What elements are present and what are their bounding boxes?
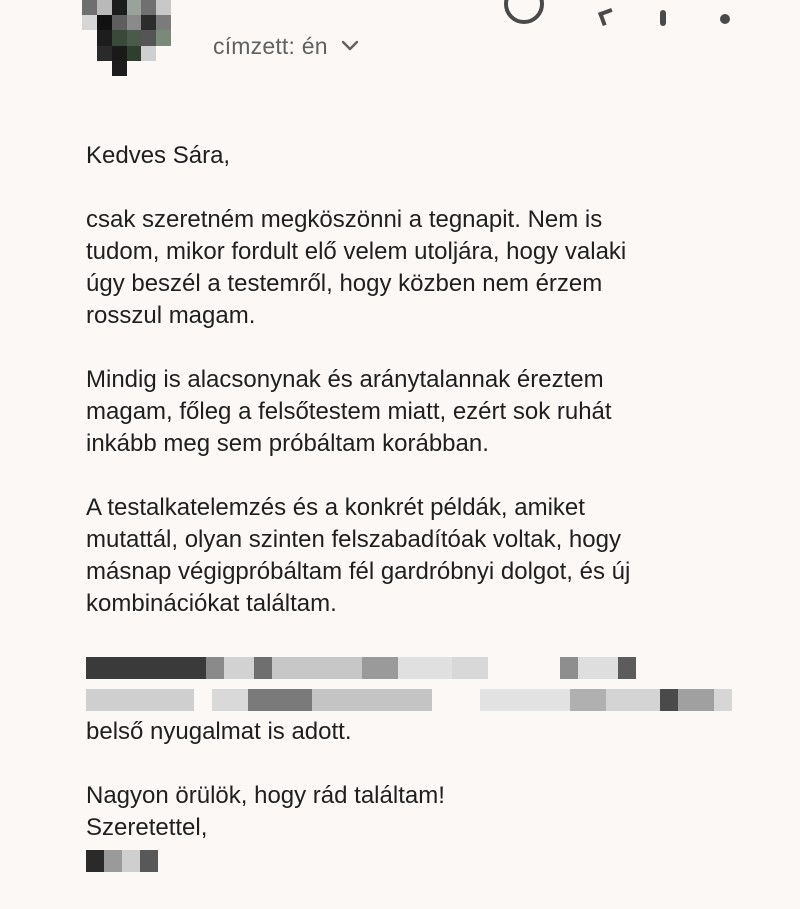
recipient-label: címzett: én xyxy=(213,32,328,59)
greeting: Kedves Sára, xyxy=(86,142,231,169)
paragraph-2: Mindig is alacsonynak és aránytalannak éreztem magam, főleg a felsőtestem miatt, ezért sok ruhát inkább meg sem próbáltam korábban. xyxy=(86,366,612,457)
header-actions xyxy=(504,0,744,36)
message-header xyxy=(0,0,800,90)
redacted-signature xyxy=(86,844,766,876)
emoji-icon[interactable] xyxy=(504,0,544,24)
paragraph-4: belső nyugalmat is adott. xyxy=(86,652,766,748)
paragraph-3: A testalkatelemzés és a konkrét példák, amiket mutattál, olyan szinten felszabadítóak voltak, hogy másnap végigpróbáltam fél gardróbnyi dolgot, és új kombinációkat találtam. xyxy=(86,494,631,617)
message-body xyxy=(86,140,766,876)
more-icon[interactable] xyxy=(660,10,666,26)
chevron-down-icon[interactable] xyxy=(340,36,360,56)
reply-icon[interactable] xyxy=(598,8,616,26)
avatar[interactable] xyxy=(82,0,186,76)
paragraph-1: csak szeretném megköszönni a tegnapit. Nem is tudom, mikor fordult elő velem utoljára, hogy valaki úgy beszél a testemről, hogy közben nem érzem rosszul magam. xyxy=(86,206,627,329)
closing: Nagyon örülök, hogy rád találtam! Szeretettel, xyxy=(86,780,766,876)
recipient-dropdown[interactable] xyxy=(213,30,360,62)
redacted-text xyxy=(86,684,766,716)
dot-icon[interactable] xyxy=(720,14,730,24)
redacted-text xyxy=(86,652,766,684)
